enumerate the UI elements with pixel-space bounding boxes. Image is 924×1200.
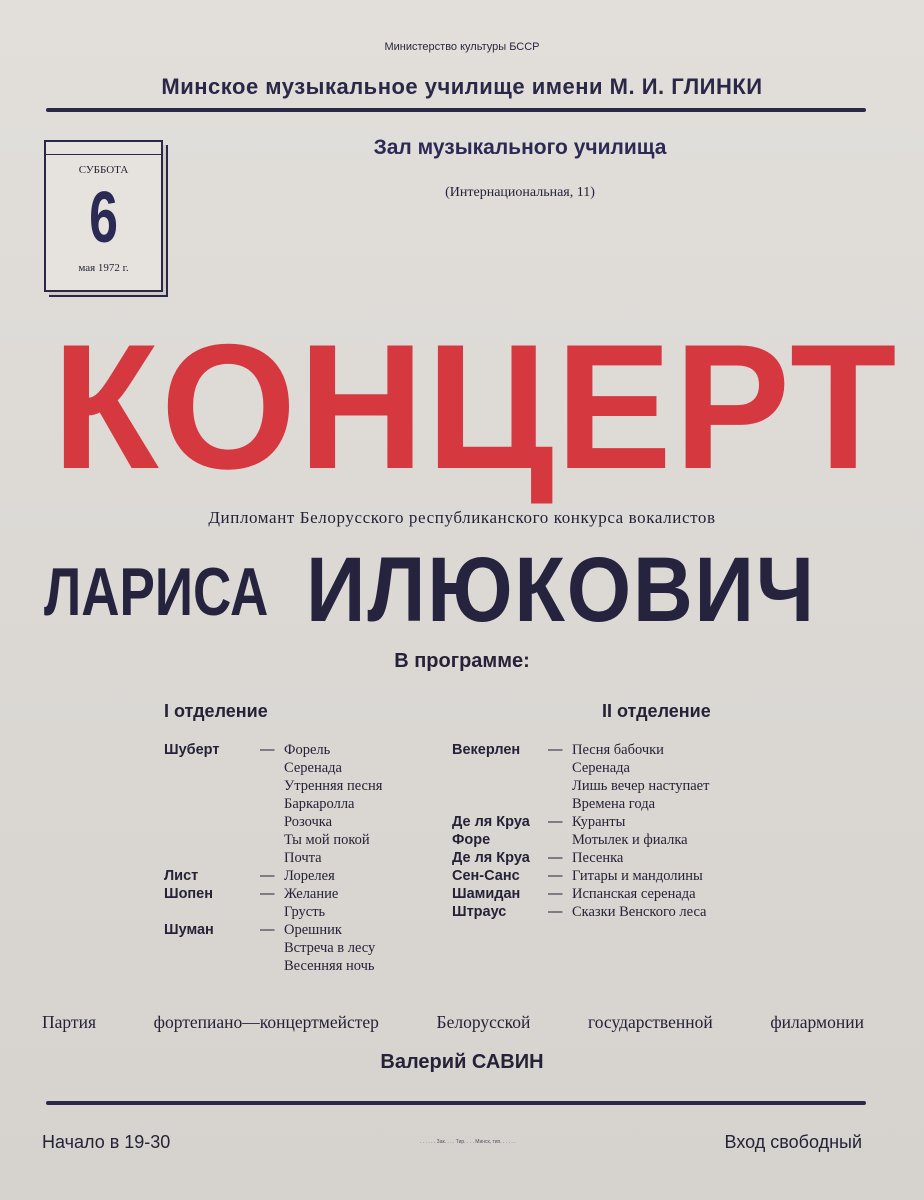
piano-accompaniment-line: [42, 1012, 864, 1033]
part2-piece: Испанская серенада: [572, 886, 696, 902]
part2-composer: Де ля Круа: [452, 850, 530, 866]
part2-row: [452, 849, 782, 867]
part1-piece: Грусть: [284, 904, 326, 920]
part2-title: II отделение: [602, 701, 711, 721]
part2-row: [452, 795, 782, 813]
part2-row: [452, 885, 782, 903]
part2-dash: —: [548, 868, 563, 884]
top-rule: [46, 108, 866, 112]
part2-row: [452, 813, 782, 831]
part1-composer: Шопен: [164, 886, 214, 902]
calendar-month: мая 1972 г.: [78, 262, 129, 274]
performer-last-name: ИЛЮКОВИЧ: [306, 539, 816, 641]
print-info: . . . . . . Зак. . . . Тир. . . . Минск, тип. . . . . .: [420, 1139, 516, 1145]
part1-row: [164, 741, 464, 759]
part1-piece: Встреча в лесу: [284, 940, 376, 956]
diplomant-line: Дипломант Белорусского республиканского конкурса вокалистов: [208, 508, 716, 527]
part1-piece: Лорелея: [284, 868, 335, 884]
part2-dash: —: [548, 886, 563, 902]
part1-dash: —: [260, 868, 275, 884]
hall-address: (Интернациональная, 11): [445, 185, 595, 200]
piano-line-word: фортепиано—концертмейстер: [153, 1012, 379, 1032]
part1-dash: —: [260, 886, 275, 902]
part1-piece: Розочка: [284, 814, 333, 830]
part2-row: [452, 741, 782, 759]
part2-row: [452, 903, 782, 921]
part1-piece: Ты мой покой: [284, 832, 370, 848]
part1-title: I отделение: [164, 701, 268, 721]
part2-composer: Векерлен: [452, 742, 521, 758]
piano-line-word: Партия: [42, 1012, 96, 1032]
part2-dash: —: [548, 904, 563, 920]
performer-first-name: ЛАРИСА: [44, 554, 269, 630]
part1-piece: Форель: [284, 742, 331, 758]
part2-row: [452, 831, 782, 849]
part1-piece: Желание: [284, 886, 339, 902]
part1-piece: Серенада: [284, 760, 342, 776]
part2-composer: Форе: [452, 832, 491, 848]
start-time: Начало в 19-30: [42, 1132, 171, 1152]
part1-piece: Орешник: [284, 922, 342, 938]
piano-line-word: Белорусской: [436, 1012, 531, 1032]
part1-row: [164, 849, 464, 867]
bottom-rule: [46, 1101, 866, 1105]
piano-line-word: филармонии: [770, 1012, 864, 1032]
pianist-name: Валерий САВИН: [380, 1051, 544, 1073]
part1-row: [164, 885, 464, 903]
part1-row: [164, 867, 464, 885]
part2-dash: —: [548, 742, 563, 758]
part1-row: [164, 795, 464, 813]
part2-row: [452, 777, 782, 795]
part2-dash: —: [548, 814, 563, 830]
part1-row: [164, 957, 464, 975]
part2-composer: Штраус: [452, 904, 507, 920]
school-name: Минское музыкальное училище имени М. И. ГЛИНКИ: [161, 74, 763, 99]
part1-piece: Баркаролла: [284, 796, 355, 812]
part1-row: [164, 759, 464, 777]
part1-dash: —: [260, 922, 275, 938]
part2-piece: Гитары и мандолины: [572, 868, 703, 884]
part1-piece: Весенняя ночь: [284, 958, 375, 974]
part1-row: [164, 939, 464, 957]
hall-name: Зал музыкального училища: [373, 136, 667, 159]
part2-piece: Куранты: [572, 814, 626, 830]
piano-line-word: государственной: [587, 1012, 713, 1032]
part1-piece: Утренняя песня: [284, 778, 383, 794]
part1-dash: —: [260, 742, 275, 758]
part2-piece: Песня бабочки: [572, 742, 664, 758]
concert-title: КОНЦЕРТ: [52, 307, 899, 506]
part2-composer: Де ля Круа: [452, 814, 530, 830]
calendar-weekday: СУББОТА: [78, 164, 129, 176]
part2-piece: Мотылек и фиалка: [572, 832, 688, 848]
part1-composer: Лист: [164, 868, 199, 884]
free-entry-note: Вход свободный: [724, 1132, 862, 1152]
part2-program-list: [452, 741, 782, 921]
part2-piece: Песенка: [572, 850, 624, 866]
part1-program-list: [164, 741, 464, 975]
part1-piece: Почта: [284, 850, 322, 866]
part2-row: [452, 867, 782, 885]
part1-row: [164, 813, 464, 831]
part1-composer: Шуман: [164, 922, 214, 938]
program-label: В программе:: [394, 650, 530, 672]
part2-piece: Лишь вечер наступает: [572, 778, 710, 794]
part1-composer: Шуберт: [164, 742, 220, 758]
part1-row: [164, 921, 464, 939]
calendar-sheet: [44, 140, 163, 292]
ministry-text: Министерство культуры БССР: [384, 41, 540, 53]
calendar-day: 6: [89, 178, 118, 258]
calendar-binding: [46, 142, 161, 155]
part2-piece: Серенада: [572, 760, 630, 776]
part2-piece: Сказки Венского леса: [572, 904, 707, 920]
part2-composer: Сен-Санс: [452, 868, 520, 884]
part1-row: [164, 831, 464, 849]
part2-composer: Шамидан: [452, 886, 521, 902]
part2-dash: —: [548, 850, 563, 866]
part1-row: [164, 903, 464, 921]
part1-row: [164, 777, 464, 795]
part2-piece: Времена года: [572, 796, 656, 812]
part2-row: [452, 759, 782, 777]
